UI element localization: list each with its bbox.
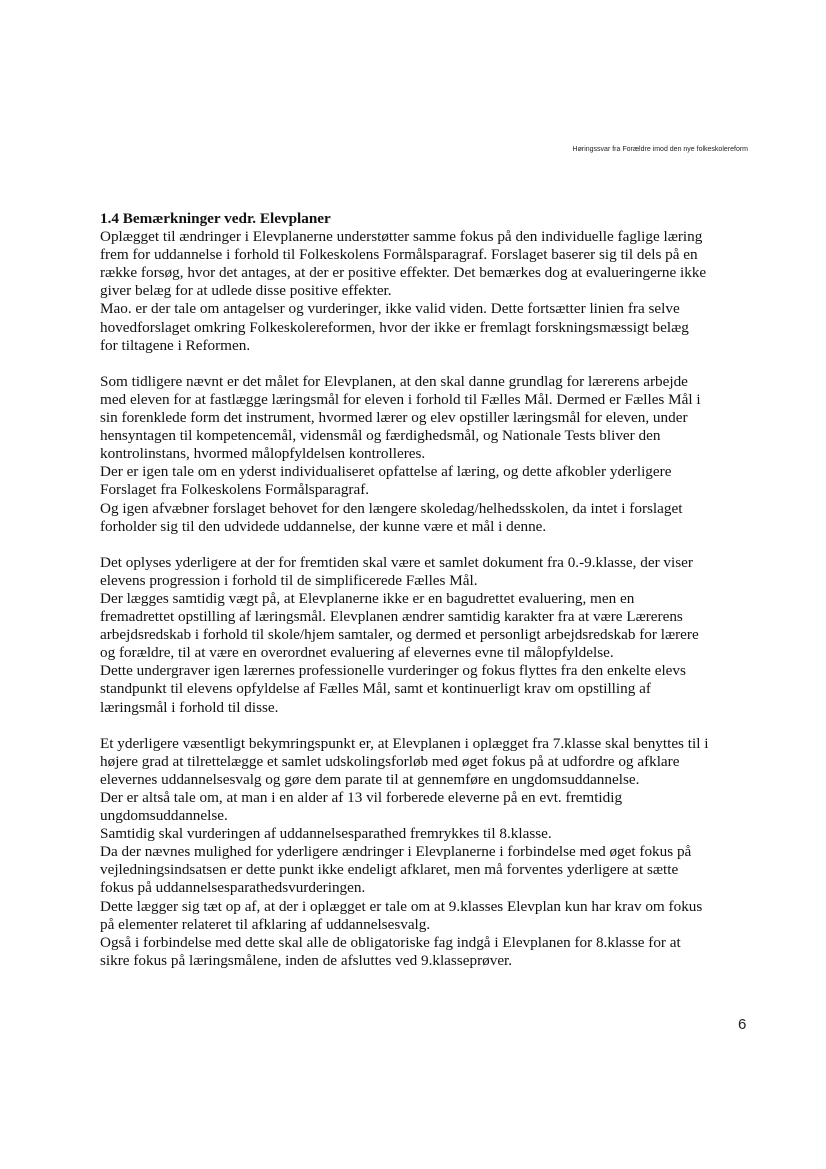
- page-number: 6: [738, 1016, 747, 1033]
- paragraph-line: giver belæg for at udlede disse positive effekter.: [100, 282, 392, 300]
- paragraph-line: Også i forbindelse med dette skal alle de obligatoriske fag indgå i Elevplanen for 8.klasse for at: [100, 933, 681, 951]
- paragraph-line: fokus på uddannelsesparathedsvurderingen.: [100, 879, 366, 897]
- paragraph-line: og forældre, til at være en overordnet evaluering af elevernes evne til målopfyldelse.: [100, 644, 614, 662]
- paragraph-line: Oplægget til ændringer i Elevplanerne understøtter samme fokus på den individuelle faglige læring: [100, 228, 703, 246]
- section-heading: 1.4 Bemærkninger vedr. Elevplaner: [100, 210, 331, 227]
- paragraph-line: Forslaget fra Folkeskolens Formålsparagraf.: [100, 481, 370, 499]
- paragraph-line: Og igen afvæbner forslaget behovet for den længere skoledag/helhedsskolen, da intet i forslaget: [100, 499, 683, 517]
- paragraph-line: hensyntagen til kompetencemål, vidensmål og færdighedsmål, og Nationale Tests bliver den: [100, 427, 661, 445]
- paragraph-line: Der er igen tale om en yderst individualiseret opfattelse af læring, og dette afkobler yderligere: [100, 463, 672, 481]
- paragraph-line: Et yderligere væsentligt bekymringspunkt er, at Elevplanen i oplægget fra 7.klasse skal benyttes til i: [100, 734, 709, 752]
- paragraph-line: højere grad at tilrettelægge et samlet udskolingsforløb med øget fokus på at udfordre og afklare: [100, 752, 680, 770]
- paragraph-line: arbejdsredskab i forhold til skole/hjem samtaler, og dermed et personligt arbejdsredskab for lærere: [100, 626, 699, 644]
- paragraph-line: sikre fokus på læringsmålene, inden de afsluttes ved 9.klasseprøver.: [100, 951, 513, 969]
- paragraph: [100, 373, 760, 536]
- paragraph-line: række forsøg, hvor det antages, at der er positive effekter. Det bemærkes dog at evalueringerne ikke: [100, 264, 707, 282]
- paragraph-line: standpunkt til elevens opfyldelse af Fælles Mål, samt et kontinuerligt krav om opstilling af: [100, 680, 651, 698]
- paragraph-line: sin forenklede form det instrument, hvormed lærer og elev opstiller læringsmål for eleven, under: [100, 409, 688, 427]
- paragraph-line: fremadrettet opstilling af læringsmål. Elevplanen ændrer samtidig karakter fra at være Lærerens: [100, 608, 683, 626]
- paragraph-line: Da der nævnes mulighed for yderligere ændringer i Elevplanerne i forbindelse med øget fokus på: [100, 843, 692, 861]
- paragraph-line: hovedforslaget omkring Folkeskolereformen, hvor der ikke er fremlagt forskningsmæssigt belæg: [100, 318, 689, 336]
- paragraph-line: kontrolinstans, hvormed målopfyldelsen kontrolleres.: [100, 445, 426, 463]
- paragraph-line: forholder sig til den udvidede uddannelse, der kunne være et mål i denne.: [100, 517, 547, 535]
- paragraph-line: læringsmål i forhold til disse.: [100, 698, 279, 716]
- paragraph-line: frem for uddannelse i forhold til Folkeskolens Formålsparagraf. Forslaget baserer sig til dels på en: [100, 246, 698, 264]
- paragraph-line: vejledningsindsatsen er dette punkt ikke endeligt afklaret, men må forventes yderligere at sætte: [100, 861, 679, 879]
- paragraph-line: elevernes uddannelsesvalg og gøre dem parate til at gennemføre en ungdomsuddannelse.: [100, 770, 640, 788]
- paragraph-line: for tiltagene i Reformen.: [100, 336, 251, 354]
- paragraph-line: elevens progression i forhold til de simplificerede Fælles Mål.: [100, 571, 478, 589]
- paragraph-line: Det oplyses yderligere at der for fremtiden skal være et samlet dokument fra 0.-9.klasse, der viser: [100, 553, 693, 571]
- paragraph: [100, 228, 760, 355]
- paragraph-line: Der lægges samtidig vægt på, at Elevplanerne ikke er en bagudrettet evaluering, men en: [100, 589, 635, 607]
- paragraph-container: [100, 228, 760, 970]
- paragraph: [100, 735, 760, 970]
- paragraph-line: Dette undergraver igen lærernes professionelle vurderinger og fokus flyttes fra den enkelte elevs: [100, 662, 686, 680]
- running-header: Høringssvar fra Forældre imod den nye folkeskolereform: [572, 146, 748, 153]
- paragraph-line: på elementer relateret til afklaring af uddannelsesvalg.: [100, 915, 431, 933]
- paragraph: [100, 554, 760, 717]
- paragraph-line: Samtidig skal vurderingen af uddannelsesparathed fremrykkes til 8.klasse.: [100, 825, 552, 843]
- paragraph-line: Der er altså tale om, at man i en alder af 13 vil forberede eleverne på en evt. fremtidig: [100, 789, 623, 806]
- paragraph-line: ungdomsuddannelse.: [100, 807, 228, 825]
- paragraph-line: med eleven for at fastlægge læringsmål for eleven i forhold til Fælles Mål. Dermed er Fælles Mål i: [100, 390, 701, 408]
- paragraph-line: Dette lægger sig tæt op af, at der i oplægget er tale om at 9.klasses Elevplan kun har krav om fokus: [100, 897, 703, 915]
- paragraph-line: Mao. er der tale om antagelser og vurderinger, ikke valid viden. Dette fortsætter linien fra selve: [100, 300, 680, 318]
- paragraph-line: Som tidligere nævnt er det målet for Elevplanen, at den skal danne grundlag for lærerens arbejde: [100, 372, 688, 390]
- section-content: [100, 210, 760, 970]
